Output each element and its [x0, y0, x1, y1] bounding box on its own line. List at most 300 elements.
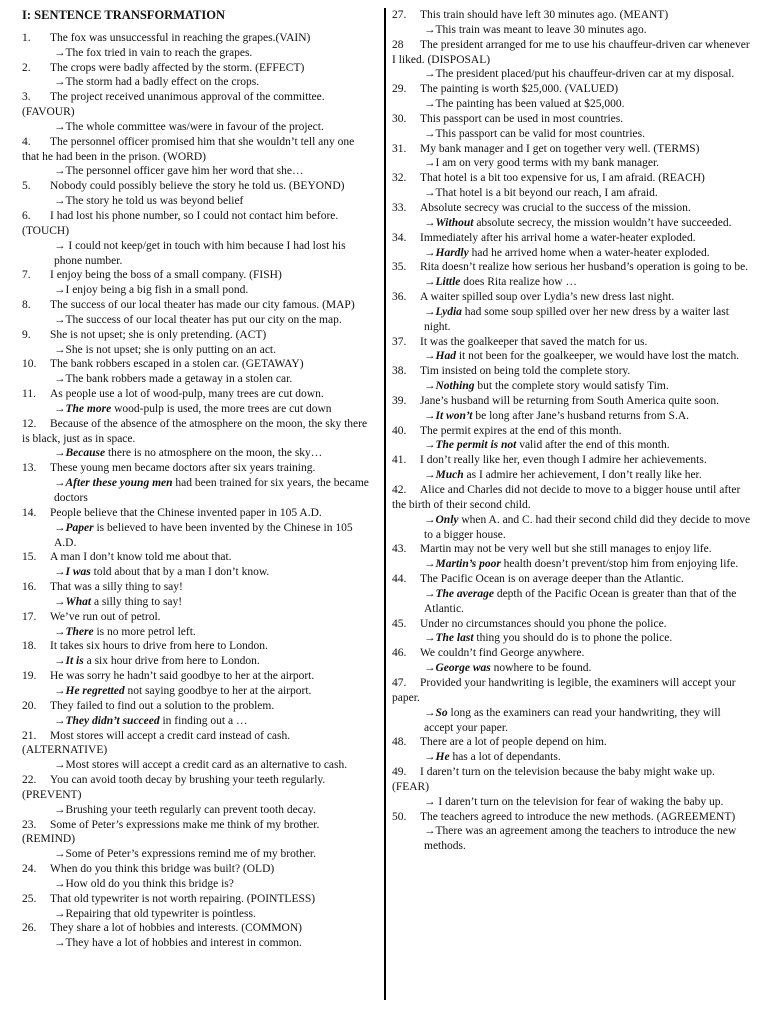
exercise-question: [22, 699, 374, 714]
exercise-question: [22, 461, 374, 476]
answer-text: had he arrived home when a water-heater exploded.: [468, 246, 710, 259]
exercise-number: 16.: [22, 581, 37, 594]
exercise-number: 25.: [22, 892, 37, 905]
exercise-number: 21.: [22, 729, 37, 742]
exercise-answer: [22, 283, 374, 298]
exercise-answer: [22, 565, 374, 580]
question-text: The teachers agreed to introduce the new methods. (AGREEMENT): [420, 810, 736, 823]
exercise-item: [22, 298, 374, 328]
exercise-item: [22, 669, 374, 699]
exercise-number: 48.: [392, 736, 407, 749]
exercise-number: 29.: [392, 83, 407, 96]
exercise-question: [22, 550, 374, 565]
question-text: That hotel is a bit too expensive for us, I am afraid. (REACH): [420, 172, 705, 185]
answer-text: as I admire her achievement, I don’t really like her.: [463, 469, 702, 482]
exercise-answer: [392, 750, 752, 765]
answer-keyword: →Much: [424, 469, 464, 482]
exercise-answer: [22, 521, 374, 551]
question-text: The crops were badly affected by the storm. (EFFECT): [50, 61, 305, 74]
answer-text: health doesn’t prevent/stop him from enjoying life.: [500, 558, 739, 571]
question-text: Rita doesn’t realize how serious her husband’s operation is going to be.: [420, 261, 749, 274]
question-text: Jane’s husband will be returning from South America quite soon.: [420, 394, 719, 407]
exercise-number: 4.: [22, 135, 31, 148]
question-text: That was a silly thing to say!: [50, 581, 183, 594]
question-text: Absolute secrecy was crucial to the success of the mission.: [420, 201, 691, 214]
exercise-answer: [392, 97, 752, 112]
exercise-number: 15.: [22, 551, 37, 564]
exercise-answer: [392, 379, 752, 394]
exercise-item: [392, 364, 752, 394]
exercise-item: [22, 461, 374, 506]
question-text: This train should have left 30 minutes ago. (MEANT): [420, 9, 669, 21]
question-text: I enjoy being the boss of a small company. (FISH): [50, 269, 282, 282]
exercise-question: [22, 818, 374, 848]
exercise-question: [22, 639, 374, 654]
answer-text: is no more petrol left.: [93, 625, 196, 638]
exercise-question: [392, 735, 752, 750]
question-text: They failed to find out a solution to the problem.: [50, 699, 275, 712]
exercise-item: [22, 357, 374, 387]
exercise-question: [22, 135, 374, 165]
exercise-question: [22, 921, 374, 936]
exercise-item: [22, 268, 374, 298]
answer-text: →I enjoy being a big fish in a small pond.: [54, 284, 249, 297]
exercise-answer: [392, 824, 752, 854]
question-text: I daren’t turn on the television because the baby might wake up. (FEAR): [392, 766, 715, 793]
exercise-item: [392, 646, 752, 676]
exercise-number: 28: [392, 38, 404, 51]
answer-keyword: →Only: [424, 513, 459, 526]
exercise-answer: [22, 46, 374, 61]
answer-text: →The painting has been valued at $25,000.: [424, 98, 625, 111]
exercise-question: [392, 364, 752, 379]
question-text: I had lost his phone number, so I could not contact him before. (TOUCH): [22, 209, 339, 237]
exercise-number: 6.: [22, 209, 31, 222]
exercise-item: [22, 580, 374, 610]
page-title: I: SENTENCE TRANSFORMATION: [22, 8, 226, 22]
question-text: The personnel officer promised him that she wouldn’t tell any one that he had been in the prison. (WORD): [22, 135, 355, 163]
exercise-question: [392, 112, 752, 127]
exercise-item: [22, 818, 374, 863]
exercise-number: 14.: [22, 506, 37, 519]
exercise-number: 9.: [22, 328, 31, 341]
exercise-answer: [392, 349, 752, 364]
exercise-item: [392, 260, 752, 290]
question-text: Alice and Charles did not decide to move to a bigger house until after the birth of their second child.: [392, 484, 741, 511]
exercise-question: [392, 8, 752, 23]
exercise-answer: [22, 75, 374, 90]
exercise-item: [392, 201, 752, 231]
exercise-answer: [392, 438, 752, 453]
column-divider: [384, 8, 386, 1000]
question-text: This passport can be used in most countries.: [420, 112, 624, 125]
exercise-question: [392, 290, 752, 305]
answer-text: →The bank robbers made a getaway in a stolen car.: [54, 373, 293, 386]
exercise-answer: [392, 409, 752, 424]
exercise-answer: [392, 661, 752, 676]
question-text: The president arranged for me to use his chauffeur-driven car whenever I liked. (DISPOSAL): [392, 38, 750, 66]
exercise-item: [22, 328, 374, 358]
answer-text: not saying goodbye to her at the airport.: [124, 684, 312, 697]
exercise-number: 17.: [22, 610, 37, 623]
answer-keyword: →There: [54, 625, 94, 638]
exercise-item: [392, 765, 752, 810]
exercise-number: 20.: [22, 699, 37, 712]
exercise-item: [22, 387, 374, 417]
answer-text: →The president placed/put his chauffeur-driven car at my disposal.: [424, 68, 735, 81]
exercise-answer: [22, 625, 374, 640]
answer-text: has a lot of dependants.: [449, 751, 561, 764]
exercise-answer: [22, 847, 374, 862]
answer-text: a six hour drive from here to London.: [83, 655, 260, 668]
answer-text: valid after the end of this month.: [516, 439, 670, 452]
exercise-question: [22, 669, 374, 684]
question-text: He was sorry he hadn’t said goodbye to her at the airport.: [50, 670, 315, 683]
exercise-question: [392, 810, 752, 825]
exercise-number: 22.: [22, 774, 37, 787]
exercise-answer: [392, 186, 752, 201]
answer-text: but the complete story would satisfy Tim.: [474, 380, 669, 393]
exercise-question: [22, 417, 374, 447]
exercise-number: 34.: [392, 231, 407, 244]
answer-text: depth of the Pacific Ocean is greater than that of the Atlantic.: [424, 587, 737, 615]
answer-text: →The storm had a badly effect on the crops.: [54, 76, 260, 89]
question-text: Because of the absence of the atmosphere on the moon, the sky there is black, just as in space.: [22, 417, 368, 445]
question-text: It takes six hours to drive from here to London.: [50, 640, 268, 653]
exercise-answer: [22, 194, 374, 209]
exercise-question: [392, 335, 752, 350]
exercise-question: [22, 580, 374, 595]
answer-keyword: →It won’t: [424, 409, 473, 422]
question-text: The success of our local theater has made our city famous. (MAP): [50, 299, 355, 312]
exercise-answer: [392, 275, 752, 290]
answer-text: →Some of Peter’s expressions remind me of my brother.: [54, 848, 317, 861]
question-text: The Pacific Ocean is on average deeper than the Atlantic.: [420, 573, 684, 586]
exercise-question: [22, 90, 374, 120]
exercise-answer: [22, 936, 374, 951]
answer-text: →Most stores will accept a credit card as an alternative to cash.: [54, 759, 348, 772]
exercise-answer: [22, 164, 374, 179]
answer-keyword: →Hardly: [424, 246, 469, 259]
exercise-number: 40.: [392, 424, 407, 437]
question-text: Provided your handwriting is legible, the examiners will accept your paper.: [392, 676, 736, 704]
exercise-answer: [392, 246, 752, 261]
exercise-answer: [22, 313, 374, 328]
right-exercise-list: [392, 8, 752, 854]
exercise-question: [22, 268, 374, 283]
answer-keyword: →I was: [54, 566, 91, 579]
answer-keyword: →So: [424, 706, 448, 719]
exercise-answer: [392, 156, 752, 171]
question-text: My bank manager and I get on together very well. (TERMS): [420, 142, 700, 155]
exercise-answer: [22, 907, 374, 922]
exercise-number: 10.: [22, 358, 37, 371]
exercise-question: [392, 82, 752, 97]
exercise-question: [392, 453, 752, 468]
answer-text: → I daren’t turn on the television for fear of waking the baby up.: [424, 795, 724, 808]
exercise-number: 26.: [22, 922, 37, 935]
answer-keyword: →The average: [424, 587, 494, 600]
answer-text: →I am on very good terms with my bank manager.: [424, 157, 660, 170]
exercise-item: [392, 394, 752, 424]
answer-text: →The personnel officer gave him her word that she…: [54, 165, 304, 178]
exercise-number: 31.: [392, 142, 407, 155]
exercise-number: 49.: [392, 766, 407, 779]
exercise-question: [22, 61, 374, 76]
exercise-answer: [392, 631, 752, 646]
exercise-answer: [22, 654, 374, 669]
exercise-answer: [22, 877, 374, 892]
exercise-item: [22, 61, 374, 91]
exercise-answer: [392, 67, 752, 82]
exercise-answer: [392, 216, 752, 231]
answer-keyword: →The more: [54, 402, 112, 415]
exercise-item: [392, 735, 752, 765]
question-text: Under no circumstances should you phone the police.: [420, 617, 667, 630]
exercise-number: 42.: [392, 484, 407, 496]
exercise-item: [22, 506, 374, 551]
answer-text: →She is not upset; she is only putting on an act.: [54, 343, 276, 356]
exercise-number: 30.: [392, 112, 407, 125]
exercise-number: 38.: [392, 365, 407, 378]
exercise-question: [22, 506, 374, 521]
exercise-item: [22, 921, 374, 951]
answer-text: long as the examiners can read your handwriting, they will accept your paper.: [424, 706, 721, 734]
exercise-question: [392, 171, 752, 186]
exercise-question: [392, 231, 752, 246]
exercise-number: 1.: [22, 31, 31, 44]
exercise-answer: [22, 758, 374, 773]
exercise-question: [22, 209, 374, 239]
exercise-number: 37.: [392, 335, 407, 348]
exercise-question: [392, 201, 752, 216]
exercise-item: [22, 729, 374, 774]
question-text: People believe that the Chinese invented paper in 105 A.D.: [50, 506, 322, 519]
answer-text: →How old do you think this bridge is?: [54, 877, 234, 890]
right-column: [392, 8, 752, 854]
exercise-item: [392, 171, 752, 201]
exercise-number: 39.: [392, 394, 407, 407]
exercise-answer: [22, 476, 374, 506]
answer-text: →This train was meant to leave 30 minutes ago.: [424, 23, 647, 36]
exercise-answer: [392, 468, 752, 483]
exercise-answer: [22, 595, 374, 610]
exercise-number: 43.: [392, 543, 407, 556]
answer-text: absolute secrecy, the mission wouldn’t have succeeded.: [473, 216, 732, 229]
exercise-number: 8.: [22, 299, 31, 312]
exercise-item: [392, 424, 752, 454]
answer-text: told about that by a man I don’t know.: [90, 566, 270, 579]
exercise-number: 24.: [22, 863, 37, 876]
question-text: When do you think this bridge was built? (OLD): [50, 863, 275, 876]
exercise-item: [22, 773, 374, 818]
question-text: We’ve run out of petrol.: [50, 610, 161, 623]
exercise-question: [22, 31, 374, 46]
question-text: These young men became doctors after six years training.: [50, 462, 316, 475]
exercise-item: [22, 179, 374, 209]
exercise-question: [392, 765, 752, 795]
exercise-number: 27.: [392, 9, 407, 21]
answer-keyword: →The last: [424, 632, 474, 645]
question-text: Most stores will accept a credit card instead of cash. (ALTERNATIVE): [22, 729, 291, 757]
question-text: Some of Peter’s expressions make me think of my brother. (REMIND): [22, 818, 320, 846]
exercise-item: [22, 209, 374, 268]
exercise-question: [392, 394, 752, 409]
exercise-number: 19.: [22, 670, 37, 683]
exercise-item: [392, 483, 752, 542]
question-text: We couldn’t find George anywhere.: [420, 647, 585, 660]
answer-text: →The success of our local theater has put our city on the map.: [54, 313, 342, 326]
exercise-answer: [22, 446, 374, 461]
question-text: She is not upset; she is only pretending. (ACT): [50, 328, 267, 341]
answer-text: wood-pulp is used, the more trees are cut down: [111, 402, 332, 415]
answer-text: →The fox tried in vain to reach the grapes.: [54, 46, 253, 59]
exercise-item: [392, 82, 752, 112]
exercise-item: [22, 135, 374, 180]
answer-keyword: →The permit is not: [424, 439, 517, 452]
answer-text: nowhere to be found.: [490, 662, 592, 675]
exercise-question: [392, 260, 752, 275]
exercise-number: 2.: [22, 61, 31, 74]
answer-text: does Rita realize how …: [460, 276, 577, 289]
question-text: Martin may not be very well but she still manages to enjoy life.: [420, 543, 712, 556]
exercise-question: [392, 424, 752, 439]
answer-keyword: →Martin’s poor: [424, 558, 501, 571]
answer-text: there is no atmosphere on the moon, the sky…: [105, 447, 323, 460]
answer-keyword: →Nothing: [424, 380, 475, 393]
exercise-item: [392, 335, 752, 365]
exercise-item: [392, 8, 752, 38]
exercise-answer: [392, 23, 752, 38]
exercise-item: [392, 572, 752, 617]
answer-keyword: →Had: [424, 350, 456, 363]
exercise-item: [392, 231, 752, 261]
answer-text: →The whole committee was/were in favour of the project.: [54, 120, 324, 133]
exercise-item: [22, 417, 374, 462]
exercise-question: [392, 542, 752, 557]
exercise-number: 46.: [392, 647, 407, 660]
exercise-answer: [22, 803, 374, 818]
exercise-question: [22, 729, 374, 759]
question-text: The painting is worth $25,000. (VALUED): [420, 83, 619, 96]
question-text: I don’t really like her, even though I admire her achievements.: [420, 454, 707, 467]
exercise-number: 11.: [22, 388, 36, 401]
exercise-question: [22, 610, 374, 625]
exercise-answer: [22, 239, 374, 269]
answer-text: →There was an agreement among the teachers to introduce the new methods.: [424, 825, 737, 853]
exercise-question: [392, 617, 752, 632]
exercise-number: 50.: [392, 810, 407, 823]
answer-keyword: →After these young men: [54, 477, 173, 490]
exercise-item: [392, 290, 752, 335]
exercise-item: [22, 31, 374, 61]
exercise-answer: [22, 120, 374, 135]
exercise-question: [22, 387, 374, 402]
exercise-item: [392, 142, 752, 172]
question-text: The permit expires at the end of this month.: [420, 424, 622, 437]
exercise-answer: [22, 402, 374, 417]
exercise-question: [22, 862, 374, 877]
question-text: It was the goalkeeper that saved the match for us.: [420, 335, 648, 348]
question-text: The bank robbers escaped in a stolen car. (GETAWAY): [50, 358, 304, 371]
exercise-answer: [392, 513, 752, 543]
exercise-item: [392, 112, 752, 142]
answer-keyword: →Because: [54, 447, 106, 460]
exercise-question: [22, 179, 374, 194]
exercise-answer: [392, 706, 752, 736]
exercise-question: [392, 483, 752, 513]
question-text: Nobody could possibly believe the story he told us. (BEYOND): [50, 180, 345, 193]
question-text: As people use a lot of wood-pulp, many trees are cut down.: [50, 388, 324, 401]
question-text: That old typewriter is not worth repairing. (POINTLESS): [50, 892, 316, 905]
exercise-question: [392, 676, 752, 706]
answer-text: thing you should do is to phone the police.: [473, 632, 673, 645]
question-text: A man I don’t know told me about that.: [50, 551, 232, 564]
exercise-number: 32.: [392, 172, 407, 185]
exercise-item: [392, 453, 752, 483]
answer-text: had some soup spilled over her new dress by a waiter last night.: [424, 305, 729, 333]
exercise-item: [22, 699, 374, 729]
exercise-item: [392, 676, 752, 735]
question-text: The fox was unsuccessful in reaching the grapes.(VAIN): [50, 31, 311, 44]
exercise-number: 5.: [22, 180, 31, 193]
answer-keyword: →What: [54, 595, 92, 608]
exercise-number: 35.: [392, 261, 407, 274]
exercise-answer: [22, 714, 374, 729]
answer-text: when A. and C. had their second child did they decide to move to a bigger house.: [424, 513, 751, 541]
answer-keyword: →Paper: [54, 521, 94, 534]
question-text: You can avoid tooth decay by brushing your teeth regularly. (PREVENT): [22, 774, 326, 801]
exercise-number: 23.: [22, 818, 37, 831]
answer-keyword: →George was: [424, 662, 491, 675]
exercise-question: [392, 646, 752, 661]
exercise-number: 33.: [392, 201, 407, 214]
question-text: The project received unanimous approval of the committee. (FAVOUR): [22, 91, 325, 119]
answer-keyword: →He: [424, 751, 450, 764]
exercise-item: [22, 639, 374, 669]
exercise-question: [392, 142, 752, 157]
answer-text: →Repairing that old typewriter is pointless.: [54, 907, 256, 920]
exercise-answer: [22, 684, 374, 699]
exercise-number: 36.: [392, 291, 407, 304]
exercise-number: 47.: [392, 676, 407, 689]
exercise-item: [392, 542, 752, 572]
answer-text: → I could not keep/get in touch with him because I had lost his phone number.: [54, 239, 346, 267]
exercise-answer: [22, 343, 374, 358]
exercise-question: [22, 328, 374, 343]
answer-text: →The story he told us was beyond belief: [54, 195, 244, 208]
exercise-question: [22, 773, 374, 803]
exercise-answer: [392, 305, 752, 335]
exercise-answer: [392, 587, 752, 617]
left-exercise-list: [22, 31, 374, 951]
exercise-number: 13.: [22, 462, 37, 475]
answer-text: →That hotel is a bit beyond our reach, I am afraid.: [424, 187, 658, 200]
answer-text: →This passport can be valid for most countries.: [424, 127, 646, 140]
answer-keyword: →Lydia: [424, 305, 462, 318]
answer-keyword: →They didn’t succeed: [54, 714, 160, 727]
exercise-number: 44.: [392, 573, 407, 586]
exercise-item: [22, 892, 374, 922]
exercise-answer: [392, 557, 752, 572]
exercise-answer: [392, 795, 752, 810]
exercise-question: [392, 38, 752, 68]
exercise-number: 45.: [392, 617, 407, 630]
exercise-item: [392, 810, 752, 855]
answer-keyword: →It is: [54, 655, 84, 668]
question-text: A waiter spilled soup over Lydia’s new dress last night.: [420, 291, 675, 304]
exercise-item: [22, 550, 374, 580]
